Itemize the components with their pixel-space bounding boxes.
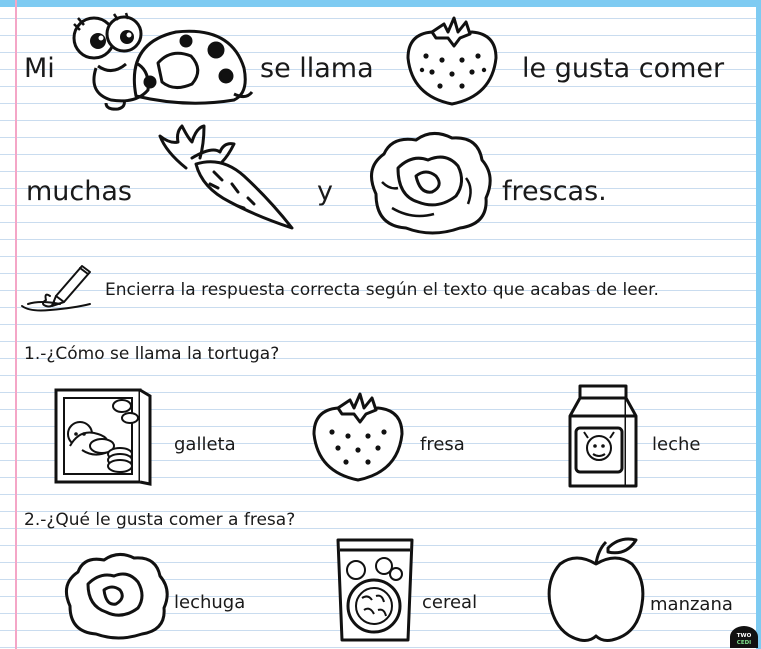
notebook-margin-line	[15, 0, 17, 649]
instruction-text: Encierra la respuesta correcta según el texto que acabas de leer.	[105, 280, 659, 300]
option-cereal[interactable]: cereal	[422, 592, 478, 613]
story-word-y: y	[317, 176, 333, 207]
logo-line-2: CEDI	[736, 640, 752, 646]
option-leche[interactable]: leche	[652, 434, 701, 455]
story-word-le-gusta-comer: le gusta comer	[522, 53, 725, 84]
story-word-mi: Mi	[24, 53, 55, 84]
pencil-icon	[20, 260, 94, 314]
option-galleta[interactable]: galleta	[174, 434, 236, 455]
option-lechuga[interactable]: lechuga	[174, 592, 246, 613]
top-frame-bar	[0, 0, 761, 7]
question-2-text: 2.-¿Qué le gusta comer a fresa?	[24, 510, 296, 530]
apple-icon[interactable]	[546, 534, 648, 646]
lettuce-icon	[362, 128, 498, 238]
carrot-icon	[152, 122, 298, 234]
publisher-logo	[730, 626, 758, 648]
story-word-muchas: muchas	[26, 176, 132, 207]
option-fresa[interactable]: fresa	[420, 434, 465, 455]
option-manzana[interactable]: manzana	[650, 594, 733, 615]
lettuce-icon[interactable]	[58, 550, 172, 642]
cookie-box-icon[interactable]	[54, 388, 154, 486]
strawberry-icon	[402, 16, 502, 110]
story-word-se-llama: se llama	[260, 53, 374, 84]
logo-line-1: TWO	[736, 633, 752, 639]
strawberry-icon[interactable]	[308, 392, 408, 486]
milk-carton-icon[interactable]	[566, 382, 640, 490]
story-word-frescas: frescas.	[502, 176, 607, 207]
cereal-bag-icon[interactable]	[334, 536, 416, 644]
right-frame-bar	[756, 0, 761, 649]
turtle-icon	[66, 8, 256, 111]
question-1-text: 1.-¿Cómo se llama la tortuga?	[24, 344, 280, 364]
